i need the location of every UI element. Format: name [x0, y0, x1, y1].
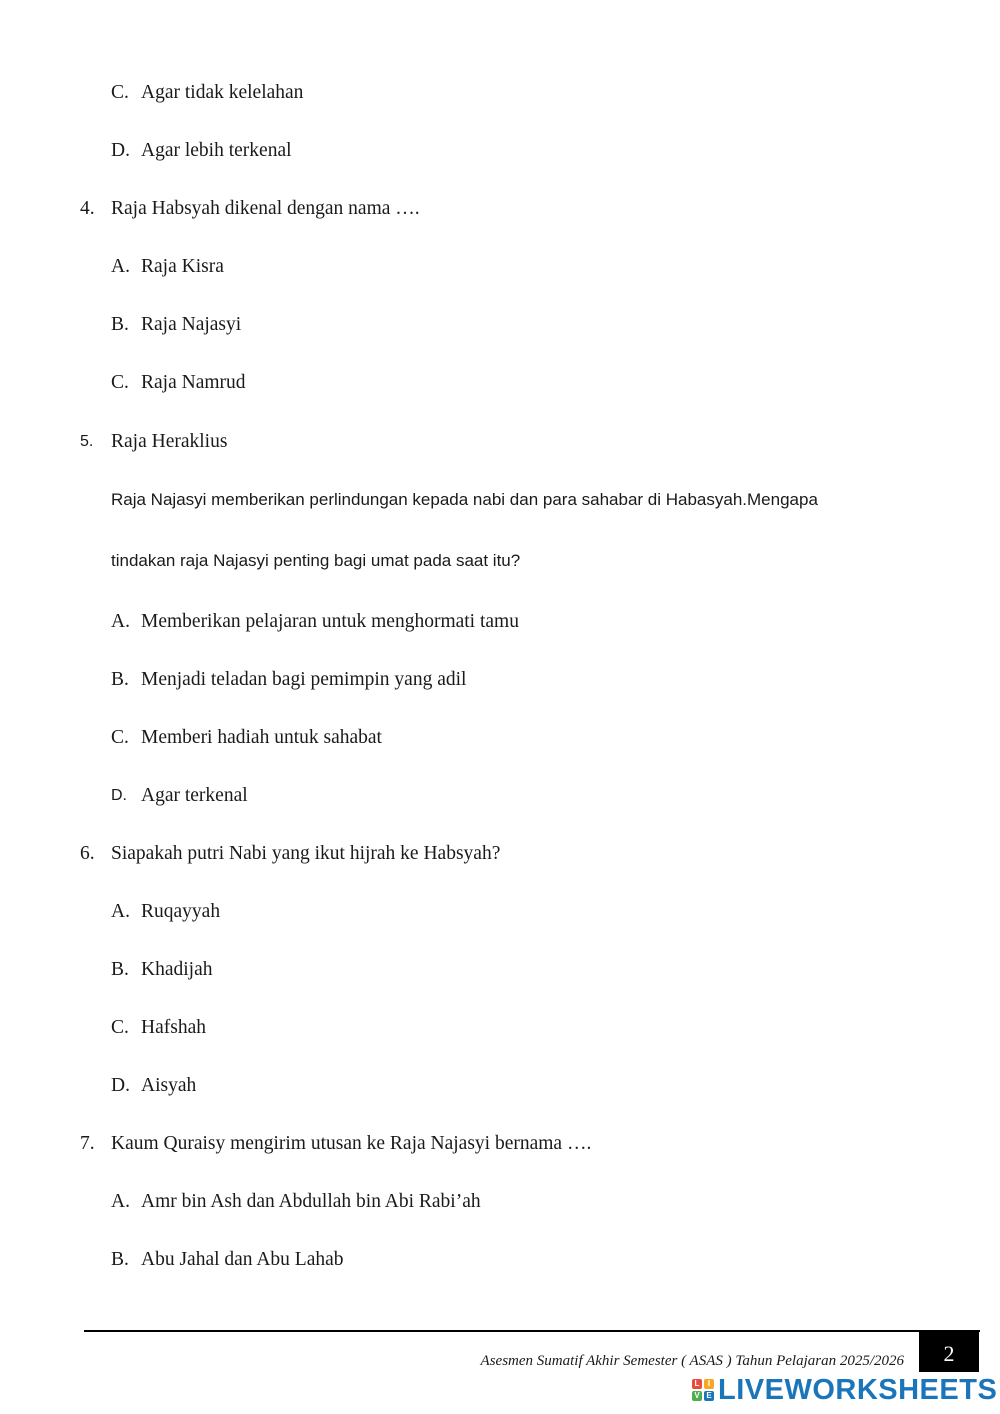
option-letter: C. [111, 82, 129, 103]
page-number: 2 [919, 1332, 979, 1372]
option-text: Raja Namrud [141, 372, 246, 393]
logo-cell: I [704, 1379, 714, 1389]
option-text: Memberi hadiah untuk sahabat [141, 727, 382, 748]
option-text: Agar terkenal [141, 785, 248, 806]
option-letter: A. [111, 901, 130, 922]
question-number: 6. [80, 843, 95, 864]
option-letter: A. [111, 1191, 130, 1212]
option-letter: C. [111, 727, 129, 748]
option-text: Ruqayyah [141, 901, 221, 922]
question-stem-line-1: Raja Najasyi memberikan perlindungan kepada nabi dan para sahabar di Habasyah.Mengapa [111, 490, 818, 509]
question-text: Raja Heraklius [111, 431, 228, 452]
option-letter: B. [111, 1249, 129, 1270]
question-number: 5. [80, 433, 94, 450]
option-letter: B. [111, 314, 129, 335]
option-text: Agar lebih terkenal [141, 140, 292, 161]
option-letter: A. [111, 256, 130, 277]
question-text: Siapakah putri Nabi yang ikut hijrah ke Habsyah? [111, 843, 501, 864]
option-text: Amr bin Ash dan Abdullah bin Abi Rabi’ah [141, 1191, 481, 1212]
option-letter: B. [111, 959, 129, 980]
question-text: Kaum Quraisy mengirim utusan ke Raja Najasyi bernama …. [111, 1133, 592, 1154]
footer-divider [84, 1330, 980, 1332]
option-text: Raja Kisra [141, 256, 224, 277]
question-number: 7. [80, 1133, 95, 1154]
option-letter: D. [111, 1075, 130, 1096]
option-text: Aisyah [141, 1075, 197, 1096]
option-text: Menjadi teladan bagi pemimpin yang adil [141, 669, 467, 690]
option-text: Agar tidak kelelahan [141, 82, 304, 103]
logo-wordmark: LIVEWORKSHEETS [718, 1373, 998, 1406]
logo-grid-icon [692, 1379, 714, 1401]
option-text: Memberikan pelajaran untuk menghormati tamu [141, 611, 519, 632]
option-text: Khadijah [141, 959, 213, 980]
option-letter: C. [111, 1017, 129, 1038]
logo-cell: E [704, 1391, 714, 1401]
option-letter: B. [111, 669, 129, 690]
footer-title: Asesmen Sumatif Akhir Semester ( ASAS ) Tahun Pelajaran 2025/2026 [480, 1353, 904, 1369]
option-text: Abu Jahal dan Abu Lahab [141, 1249, 344, 1270]
liveworksheets-logo[interactable] [692, 1374, 997, 1406]
question-text: Raja Habsyah dikenal dengan nama …. [111, 198, 420, 219]
question-number: 4. [80, 198, 95, 219]
question-stem-line-2: tindakan raja Najasyi penting bagi umat pada saat itu? [111, 551, 521, 570]
option-letter: C. [111, 372, 129, 393]
option-letter: D. [111, 787, 127, 804]
option-letter: A. [111, 611, 130, 632]
logo-cell: V [692, 1391, 702, 1401]
logo-cell: L [692, 1379, 702, 1389]
option-text: Raja Najasyi [141, 314, 242, 335]
option-letter: D. [111, 140, 130, 161]
option-text: Hafshah [141, 1017, 206, 1038]
